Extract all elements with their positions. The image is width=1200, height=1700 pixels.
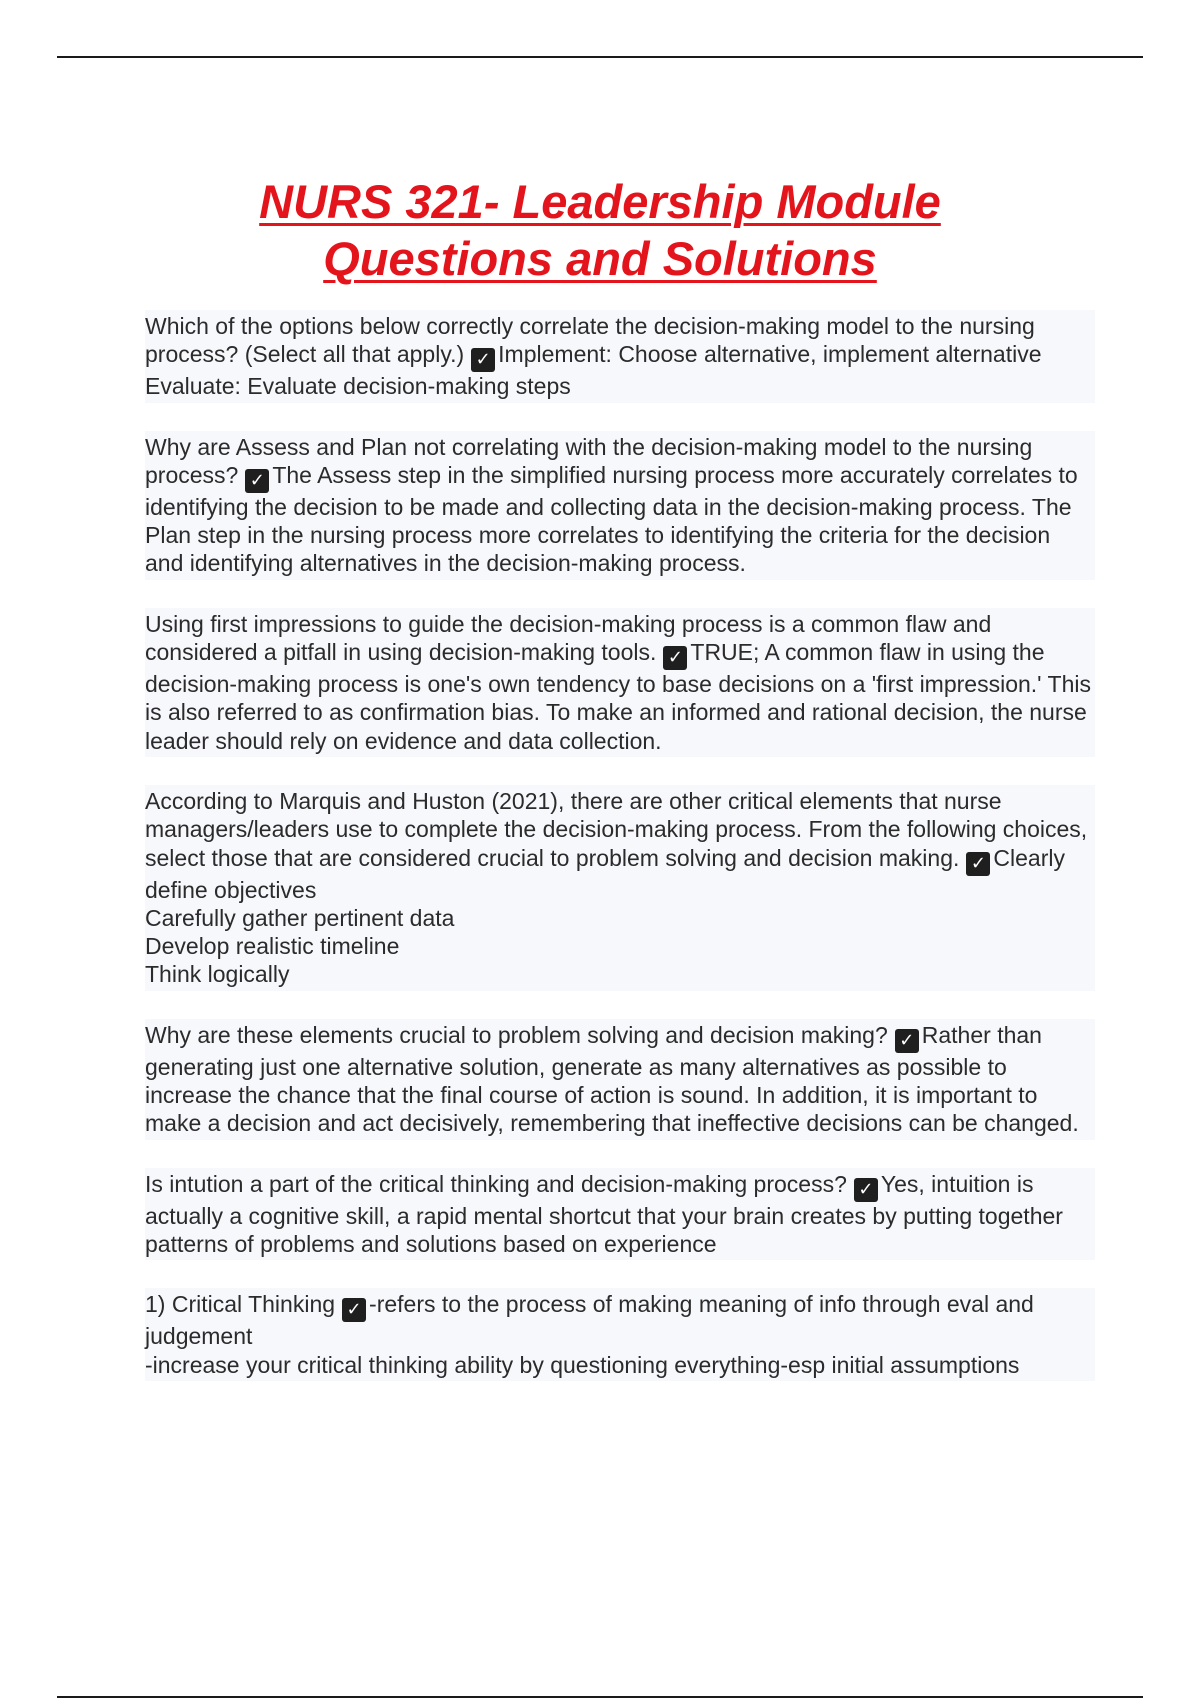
check-icon: ✓ [895, 1029, 919, 1053]
check-icon: ✓ [663, 646, 687, 670]
qa-item-6 [145, 1168, 1095, 1261]
answer-line: Evaluate: Evaluate decision-making steps [145, 373, 571, 400]
qa-item-7 [145, 1288, 1095, 1381]
qa-item-3 [145, 608, 1095, 757]
answer-text: The Assess step in the simplified nursing process more accurately correlates to identifying the decision to be made and collecting data in the decision-making process. The Plan step in the nursing process more correlates to identifying the criteria for the decision and identifying alternatives in the decision-making process. [145, 461, 1078, 577]
answer-text: TRUE; A common flaw in using the decision-making process is one's own tendency to base decisions on a 'first impression.' This is also referred to as confirmation bias. To make an informed and rational decision, the nurse leader should rely on evidence and data collection. [145, 639, 1091, 754]
title-line-1: NURS 321- Leadership Module [259, 175, 941, 229]
check-icon: ✓ [245, 469, 269, 493]
top-rule [57, 56, 1143, 58]
answer-text: Clearly define objectives [145, 844, 1065, 903]
question-text: Is intution a part of the critical thinking and decision-making process? [145, 1170, 847, 1197]
qa-item-5 [145, 1019, 1095, 1140]
check-icon: ✓ [854, 1178, 878, 1202]
question-text: According to Marquis and Huston (2021), there are other critical elements that nurse managers/leaders use to complete the decision-making process. From the following choices, select those that are considered crucial to problem solving and decision making. [145, 787, 1088, 871]
qa-item-4 [145, 785, 1095, 991]
bottom-rule [57, 1696, 1143, 1698]
answer-line: Carefully gather pertinent data [145, 904, 455, 931]
answer-line: Develop realistic timeline [145, 933, 400, 960]
question-text: Which of the options below correctly correlate the decision-making model to the nursing process? (Select all that apply.) [145, 313, 1035, 368]
qa-list [145, 310, 1095, 1409]
qa-item-2 [145, 431, 1095, 580]
answer-text: Rather than generating just one alternative solution, generate as many alternatives as possible to increase the chance that the final course of action is sound. In addition, it is important to make a decision and act decisively, remembering that ineffective decisions can be changed. [145, 1021, 1079, 1137]
document-title [0, 173, 1200, 287]
qa-item-1 [145, 310, 1095, 403]
answer-text: -refers to the process of making meaning of info through eval and judgement [145, 1291, 1034, 1350]
answer-line: -increase your critical thinking ability by questioning everything-esp initial assumptions [145, 1351, 1020, 1378]
check-icon: ✓ [966, 852, 990, 876]
title-line-2: Questions and Solutions [323, 232, 877, 286]
question-text: Why are Assess and Plan not correlating with the decision-making model to the nursing process? [145, 433, 1033, 488]
answer-text: Yes, intuition is actually a cognitive skill, a rapid mental shortcut that your brain creates by putting together patterns of problems and solutions based on experience [145, 1170, 1063, 1257]
answer-text: Implement: Choose alternative, implement alternative [498, 341, 1042, 368]
check-icon: ✓ [471, 348, 495, 372]
question-text: Why are these elements crucial to problem solving and decision making? [145, 1021, 888, 1048]
check-icon: ✓ [342, 1298, 366, 1322]
question-text: Using first impressions to guide the decision-making process is a common flaw and considered a pitfall in using decision-making tools. [145, 610, 992, 666]
question-text: 1) Critical Thinking [145, 1291, 336, 1318]
answer-line: Think logically [145, 961, 290, 988]
